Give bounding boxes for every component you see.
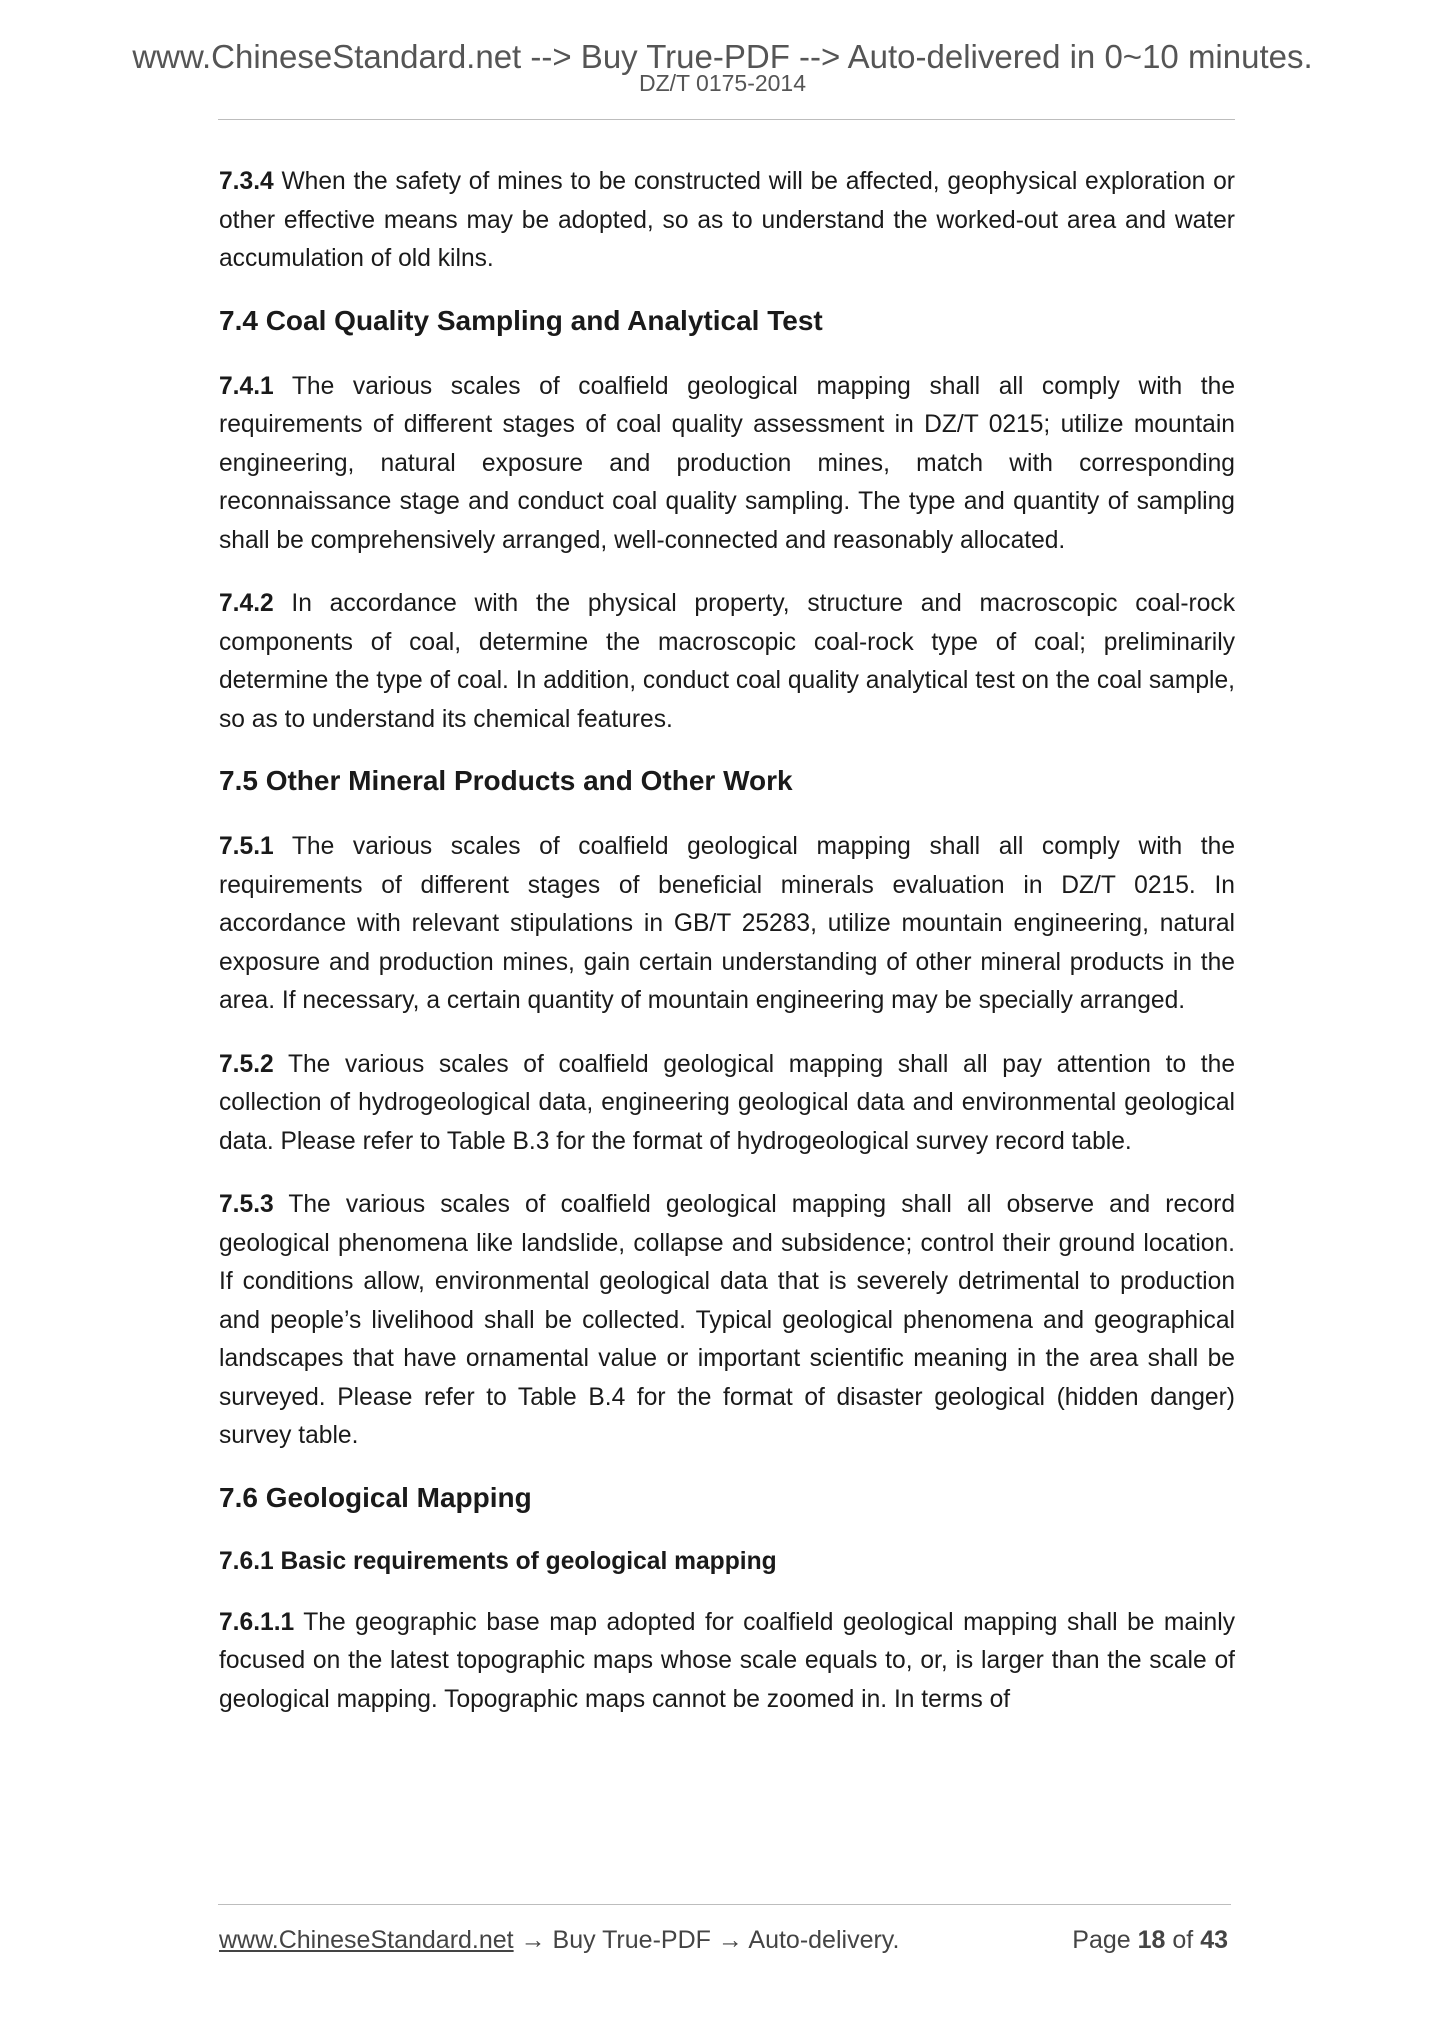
page-indicator [1072, 1923, 1228, 1957]
section-heading-7-5: 7.5 Other Mineral Products and Other Work [219, 765, 793, 796]
clause-7-5-3 [219, 1186, 1235, 1456]
footer-divider [218, 1904, 1231, 1905]
clause-number: 7.4.2 [219, 590, 274, 617]
clause-text: In accordance with the physical property, structure and macroscopic coal-rock components of coal, determine the macroscopic coal-rock type of coal; preliminarily determine the type of coal. In addition, conduct coal quality analytical test on the coal sample, so as to understand its chemical features. [219, 590, 1235, 733]
page-total: 43 [1200, 1926, 1228, 1954]
page-label: Page [1072, 1926, 1138, 1954]
clause-text: The various scales of coalfield geological mapping shall all comply with the requirements of different stages of beneficial minerals evaluation in DZ/T 0215. In accordance with relevant stipulations in GB/T 25283, utilize mountain engineering, natural exposure and production mines, gain certain understanding of other mineral products in the area. If necessary, a certain quantity of mountain engineering may be specially arranged. [219, 833, 1235, 1014]
footer-tagline: → Buy True-PDF → Auto-delivery. [513, 1926, 900, 1954]
clause-number: 7.4.1 [219, 372, 274, 400]
page-footer [219, 1923, 1231, 1957]
section-heading-7-6: 7.6 Geological Mapping [219, 1481, 532, 1513]
clause-text: The various scales of coalfield geological mapping shall all pay attention to the collection of hydrogeological data, engineering geological data and environmental geological data. Please refer to Table B.3 for the format of hydrogeological survey record table. [219, 1050, 1235, 1155]
clause-7-6-1-1 [219, 1604, 1235, 1720]
clause-number: 7.5.3 [219, 1191, 274, 1218]
page-of: of [1165, 1926, 1201, 1954]
clause-7-3-4 [219, 163, 1235, 279]
clause-7-5-1 [219, 828, 1235, 1021]
page-current: 18 [1137, 1926, 1166, 1954]
page-body [219, 163, 1235, 1744]
subsection-heading-7-6-1: 7.6.1 Basic requirements of geological mapping [219, 1547, 777, 1575]
clause-text: The various scales of coalfield geological mapping shall all comply with the requirements of different stages of coal quality assessment in DZ/T 0215; utilize mountain engineering, natural exposure and production mines, match with corresponding reconnaissance stage and conduct coal quality sampling. The type and quantity of sampling shall be comprehensively arranged, well-connected and reasonably allocated. [219, 372, 1235, 554]
site-banner: www.ChineseStandard.net --> Buy True-PDF --> Auto-delivered in 0~10 minutes. [132, 38, 1313, 75]
section-heading-7-4: 7.4 Coal Quality Sampling and Analytical Test [219, 304, 823, 336]
site-link[interactable]: www.ChineseStandard.net [219, 1926, 514, 1954]
clause-number: 7.5.2 [219, 1050, 274, 1078]
clause-number: 7.3.4 [219, 168, 274, 195]
clause-7-4-1 [219, 368, 1235, 561]
clause-text: The geographic base map adopted for coalfield geological mapping shall be mainly focused on the latest topographic maps whose scale equals to, or, is larger than the scale of geological mapping. Topographic maps cannot be zoomed in. In terms of [219, 1608, 1236, 1713]
clause-number: 7.6.1.1 [219, 1608, 295, 1636]
clause-text: When the safety of mines to be constructed will be affected, geophysical exploration or other effective means may be adopted, so as to understand the worked-out area and water accumulation of old kilns. [219, 168, 1235, 272]
header-divider [218, 119, 1235, 120]
clause-number: 7.5.1 [219, 833, 274, 860]
standard-code: DZ/T 0175-2014 [638, 70, 807, 96]
clause-7-5-2 [219, 1046, 1235, 1162]
clause-7-4-2 [219, 585, 1235, 739]
clause-text: The various scales of coalfield geological mapping shall all observe and record geological phenomena like landslide, collapse and subsidence; control their ground location. If conditions allow, environmental geological data that is severely detrimental to production and people’s livelihood shall be collected. Typical geological phenomena and geographical landscapes that have ornamental value or important scientific meaning in the area shall be surveyed. Please refer to Table B.4 for the format of disaster geological (hidden danger) survey table. [219, 1191, 1235, 1449]
footer-promo [219, 1923, 899, 1957]
